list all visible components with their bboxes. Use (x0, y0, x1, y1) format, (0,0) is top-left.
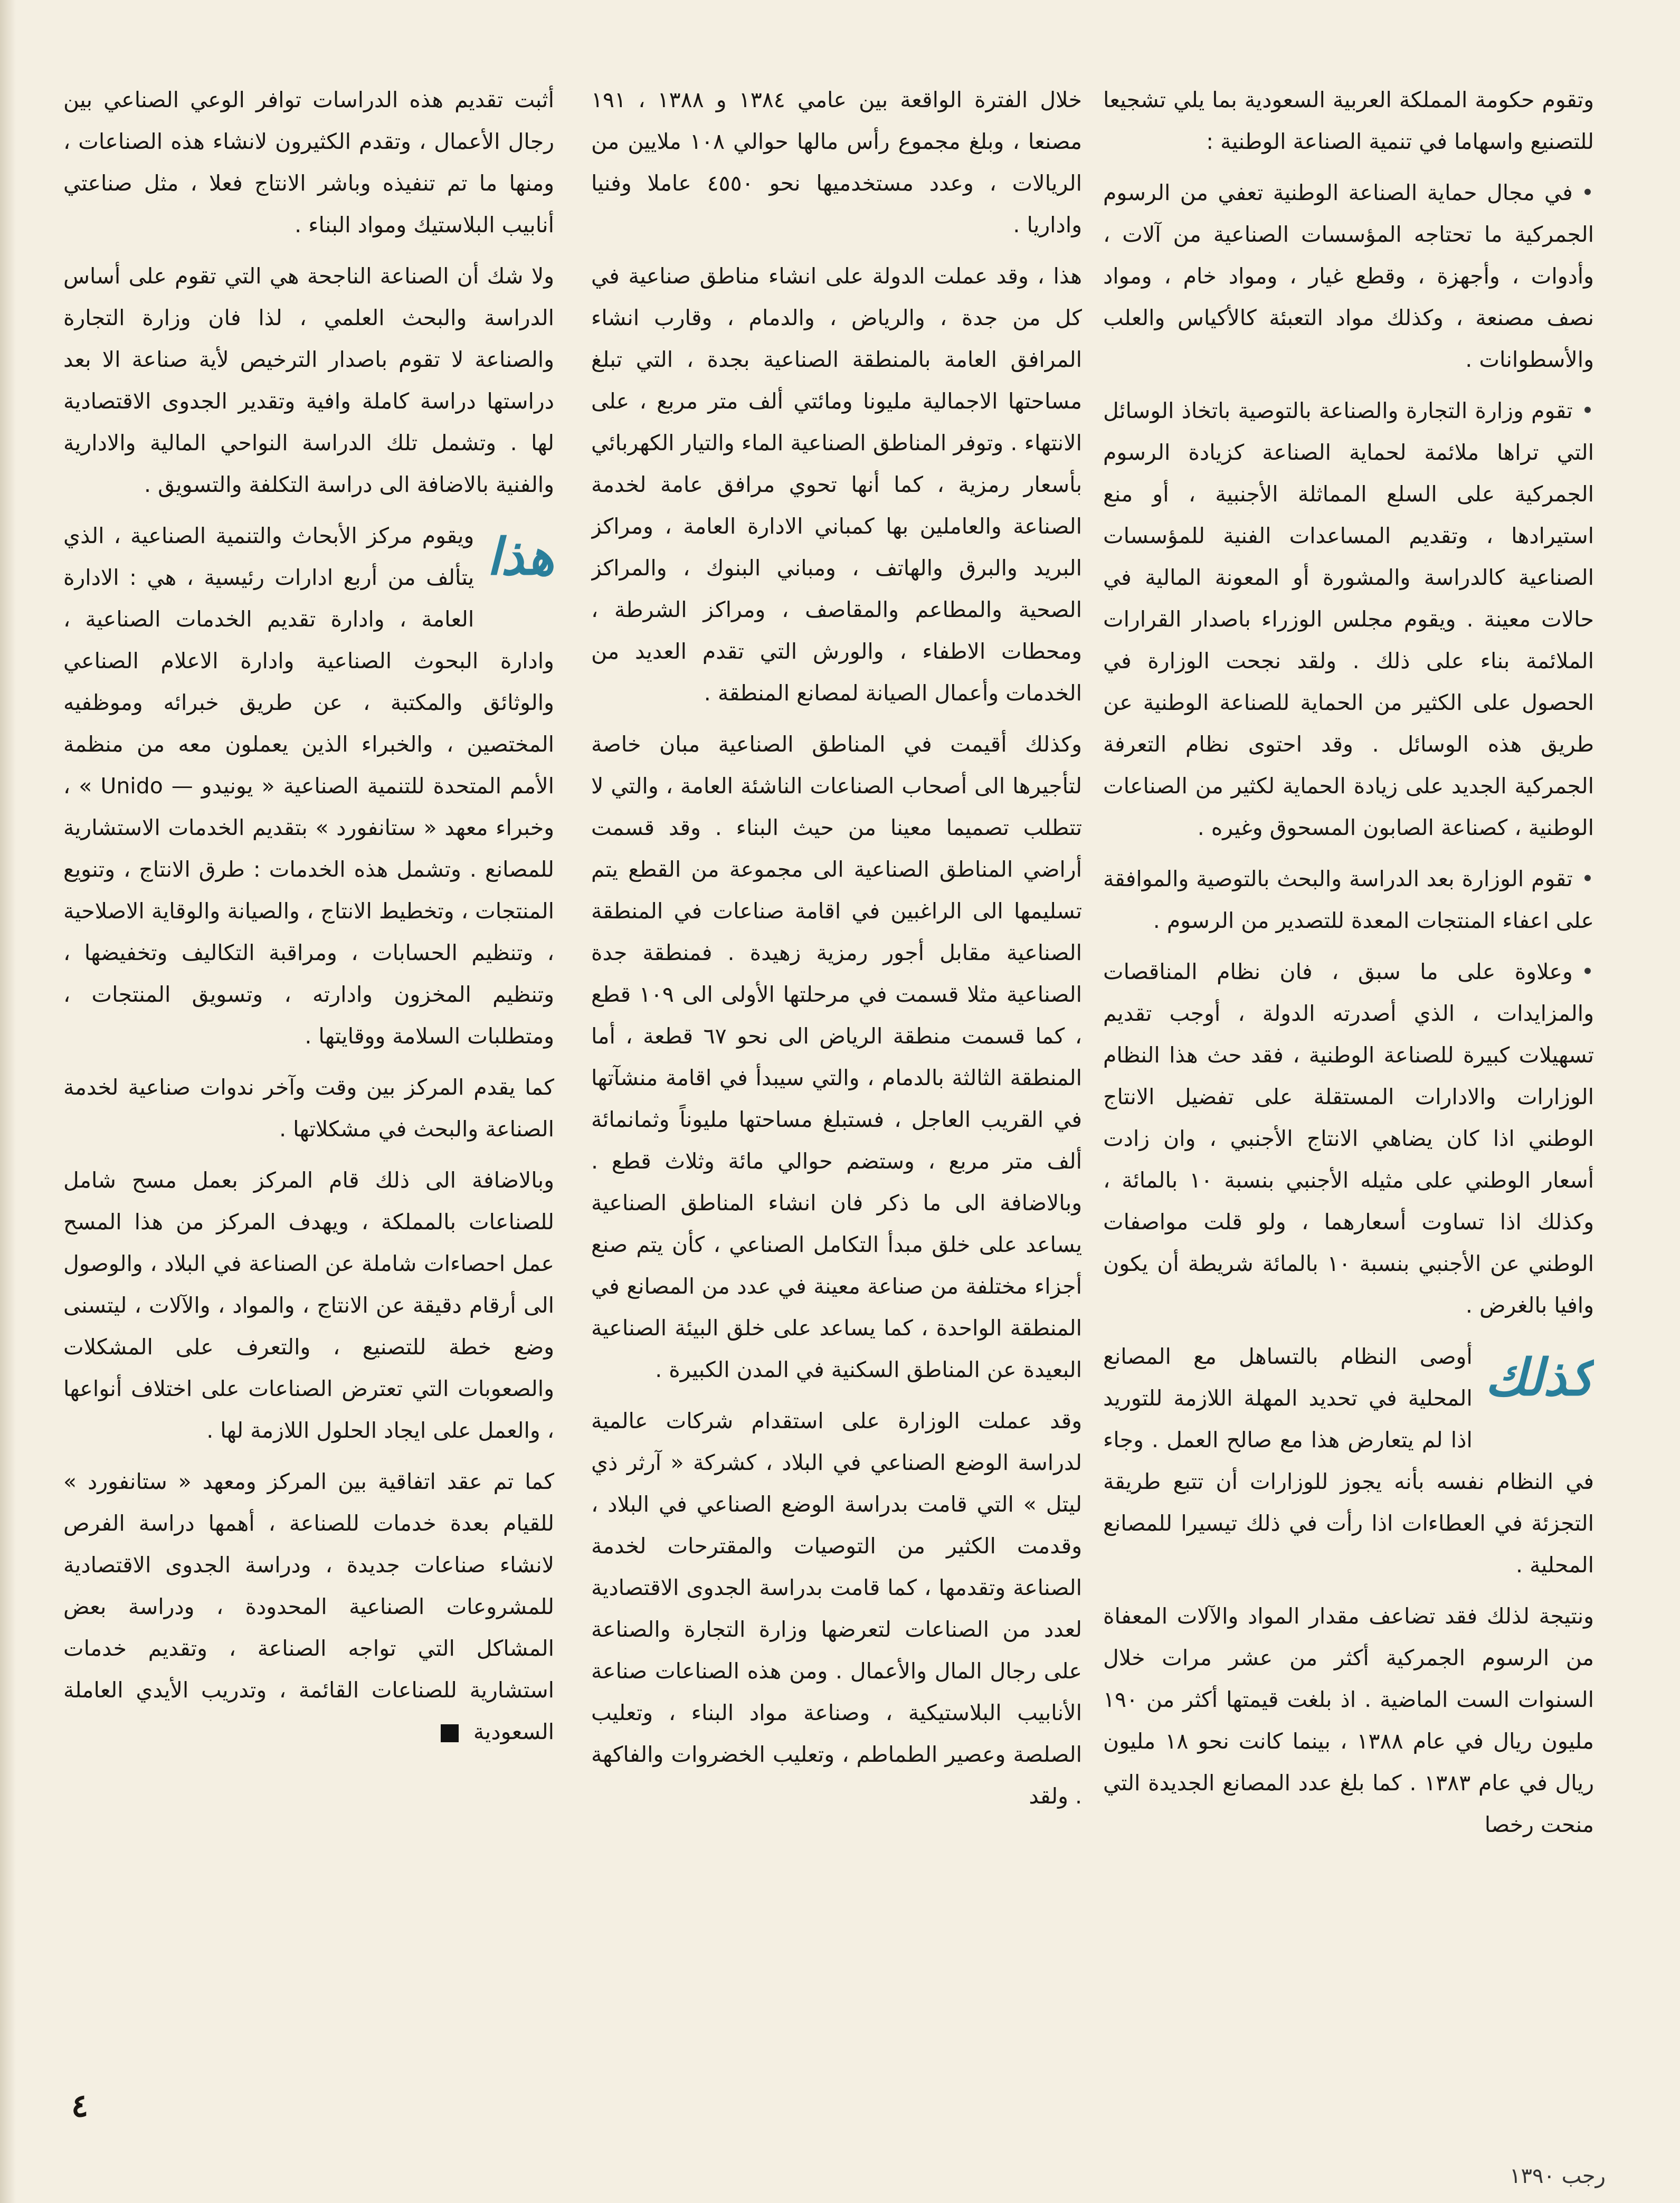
paragraph-text: هذا ، وقد عملت الدولة على انشاء مناطق صناعية في كل من جدة ، والرياض ، والدمام ، وقارب انشاء المرافق العامة بالمنطقة الصناعية بجدة ، التي تبلغ مساحتها الاجمالية مليونا ومائتي ألف متر مربع ، على الانتهاء . وتوفر المناطق الصناعية الماء والتيار الكهربائي بأسعار رمزية ، كما أنها تحوي مرافق عامة لخدمة الصناعة والعاملين بها كمباني الادارة العامة ، ومراكز البريد والبرق والهاتف ، ومباني البنوك ، والمراكز الصحية والمطاعم والمقاصف ، ومراكز الشرطة ، ومحطات الاطفاء ، والورش التي تقدم العديد من الخدمات وأعمال الصيانة لمصانع المنطقة . (591, 263, 1082, 706)
paragraph (1103, 79, 1594, 163)
paragraph (63, 79, 554, 246)
column-right (1103, 79, 1594, 2106)
bullet-paragraph (1103, 172, 1594, 381)
decorative-initial-word: هذا (487, 527, 554, 586)
issue-date: رجب ١٣٩٠ (1510, 2164, 1606, 2188)
paragraph-text: تقوم الوزارة بعد الدراسة والبحث بالتوصية والموافقة على اعفاء المنتجات المعدة للتصدير من الرسوم . (1103, 866, 1594, 933)
page-number: ٤ (71, 2087, 89, 2124)
paragraph (63, 255, 554, 506)
paragraph-text: ويقوم مركز الأبحاث والتنمية الصناعية ، الذي يتألف من أربع ادارات رئيسية ، هي : الادارة العامة ، وادارة تقديم الخدمات الصناعية ، وادارة البحوث الصناعية وادارة الاعلام الصناعي والوثائق والمكتبة ، عن طريق خبرائه وموظفيه المختصين ، والخبراء الذين يعملون معه من منظمة الأمم المتحدة للتنمية الصناعية « يونيدو — Unido » ، وخبراء معهد « ستانفورد » بتقديم الخدمات الاستشارية للمصانع . وتشمل هذه الخدمات : طرق الانتاج ، وتنويع المنتجات ، وتخطيط الانتاج ، والصيانة والوقاية الاصلاحية ، وتنظيم الحسابات ، ومراقبة التكاليف وتخفيضها ، وتنظيم المخزون وادارته ، وتسويق المنتجات ، ومتطلبات السلامة ووقايتها . (63, 523, 554, 1049)
paragraph (63, 1160, 554, 1451)
paragraph-text: وتقوم حكومة المملكة العربية السعودية بما يلي تشجيعا للتصنيع واسهاما في تنمية الصناعة الوطنية : (1103, 87, 1594, 154)
paragraph (591, 79, 1082, 246)
paragraph-text: في مجال حماية الصناعة الوطنية تعفي من الرسوم الجمركية ما تحتاجه المؤسسات الصناعية من آلات ، وأدوات ، وأجهزة ، وقطع غيار ، ومواد خام ، ومواد نصف مصنعة ، وكذلك مواد التعبئة كالأكياس والعلب والأسطوانات . (1103, 180, 1594, 372)
end-of-article-mark (441, 1724, 459, 1742)
paragraph-text: ونتيجة لذلك فقد تضاعف مقدار المواد والآلات المعفاة من الرسوم الجمركية أكثر من عشر مرات خلال السنوات الست الماضية . اذ بلغت قيمتها أكثر من ١٩٠ مليون ريال في عام ١٣٨٨ ، بينما كانت نحو ١٨ مليون ريال في عام ١٣٨٣ . كما بلغ عدد المصانع الجديدة التي منحت رخصا (1103, 1603, 1594, 1837)
bullet-paragraph (1103, 951, 1594, 1326)
paragraph-text: ولا شك أن الصناعة الناجحة هي التي تقوم على أساس الدراسة والبحث العلمي ، لذا فان وزارة التجارة والصناعة لا تقوم باصدار الترخيص لأية صناعة الا بعد دراستها دراسة كاملة وافية وتقدير الجدوى الاقتصادية لها . وتشمل تلك الدراسة النواحي المالية والادارية والفنية بالاضافة الى دراسة التكلفة والتسويق . (63, 263, 554, 497)
paragraph-text: كما يقدم المركز بين وقت وآخر ندوات صناعية لخدمة الصناعة والبحث في مشكلاتها . (63, 1075, 554, 1142)
bullet-paragraph (1103, 858, 1594, 942)
paragraph-text: وعلاوة على ما سبق ، فان نظام المناقصات والمزايدات ، الذي أصدرته الدولة ، أوجب تقديم تسهيلات كبيرة للصناعة الوطنية ، فقد حث هذا النظام الوزارات والادارات المستقلة على تفضيل الانتاج الوطني اذا كان يضاهي الانتاج الأجنبي ، وان زادت أسعار الوطني على مثيله الأجنبي بنسبة ١٠ بالمائة ، وكذلك اذا تساوت أسعارهما ، ولو قلت مواصفات الوطني عن الأجنبي بنسبة ١٠ بالمائة شريطة أن يكون وافيا بالغرض . (1103, 959, 1594, 1318)
paragraph (591, 724, 1082, 1391)
bullet-paragraph (1103, 390, 1594, 849)
column-left (63, 79, 554, 2106)
paragraph-text: كما تم عقد اتفاقية بين المركز ومعهد « ستانفورد » للقيام بعدة خدمات للصناعة ، أهمها دراسة الفرص لانشاء صناعات جديدة ، ودراسة الجدوى الاقتصادية للمشروعات الصناعية المحدودة ، ودراسة بعض المشاكل التي تواجه الصناعة ، وتقديم خدمات استشارية للصناعات القائمة ، وتدريب الأيدي العاملة السعودية (63, 1469, 554, 1744)
decorative-initial-word: كذلك (1485, 1347, 1594, 1407)
column-middle (591, 79, 1082, 2106)
paragraph (63, 1067, 554, 1150)
decorated-paragraph (1103, 1336, 1594, 1586)
paragraph-text: خلال الفترة الواقعة بين عامي ١٣٨٤ و ١٣٨٨ ، ١٩١ مصنعا ، وبلغ مجموع رأس مالها حوالي ١٠٨ ملايين من الريالات ، وعدد مستخدميها نحو ٤٥٥٠ عاملا وفنيا واداريا . (591, 87, 1082, 238)
paragraph-text: وقد عملت الوزارة على استقدام شركات عالمية لدراسة الوضع الصناعي في البلاد ، كشركة « آرثر ذي ليتل » التي قامت بدراسة الوضع الصناعي في البلاد ، وقدمت الكثير من التوصيات والمقترحات لخدمة الصناعة وتقدمها ، كما قامت بدراسة الجدوى الاقتصادية لعدد من الصناعات لتعرضها وزارة التجارة والصناعة على رجال المال والأعمال . ومن هذه الصناعات صناعة الأنابيب البلاستيكية ، وصناعة مواد البناء ، وتعليب الصلصة وعصير الطماطم ، وتعليب الخضروات والفاكهة . ولقد (591, 1408, 1082, 1809)
paragraph-text: وكذلك أقيمت في المناطق الصناعية مبان خاصة لتأجيرها الى أصحاب الصناعات الناشئة العامة ، والتي لا تتطلب تصميما معينا من حيث البناء . وقد قسمت أراضي المناطق الصناعية الى مجموعة من القطع يتم تسليمها الى الراغبين في اقامة صناعات في المنطقة الصناعية مقابل أجور رمزية زهيدة . فمنطقة جدة الصناعية مثلا قسمت في مرحلتها الأولى الى ١٠٩ قطع ، كما قسمت منطقة الرياض الى نحو ٦٧ قطعة ، أما المنطقة الثالثة بالدمام ، والتي سيبدأ في اقامة منشآتها في القريب العاجل ، فستبلغ مساحتها مليوناً وثمانمائة ألف متر مربع ، وستضم حوالي مائة وثلاث قطع . وبالاضافة الى ما ذكر فان انشاء المناطق الصناعية يساعد على خلق مبدأ التكامل الصناعي ، كأن يتم صنع أجزاء مختلفة من صناعة معينة في عدد من المصانع في المنطقة الواحدة ، كما يساعد على خلق البيئة الصناعية البعيدة عن المناطق السكنية في المدن الكبيرة . (591, 732, 1082, 1382)
paragraph (63, 1461, 554, 1753)
decorated-paragraph (63, 515, 554, 1057)
paragraph-text: أوصى النظام بالتساهل مع المصانع المحلية في تحديد المهلة اللازمة للتوريد اذا لم يتعارض هذا مع صالح العمل . وجاء في النظام نفسه بأنه يجوز للوزارات أن تتبع طريقة التجزئة في العطاءات اذا رأت في ذلك تيسيرا للمصانع المحلية . (1103, 1344, 1594, 1578)
paragraph-text: تقوم وزارة التجارة والصناعة بالتوصية باتخاذ الوسائل التي تراها ملائمة لحماية الصناعة كزيادة الرسوم الجمركية على السلع المماثلة الأجنبية ، أو منع استيرادها ، وتقديم المساعدات الفنية للمؤسسات الصناعية كالدراسة والمشورة أو المعونة المالية في حالات معينة . ويقوم مجلس الوزراء باصدار القرارات الملائمة بناء على ذلك . ولقد نجحت الوزارة في الحصول على الكثير من الحماية للصناعة الوطنية عن طريق هذه الوسائل . وقد احتوى نظام التعرفة الجمركية الجديد على زيادة الحماية لكثير من الصناعات الوطنية ، كصناعة الصابون المسحوق وغيره . (1103, 398, 1594, 840)
paragraph (591, 255, 1082, 714)
paragraph (591, 1400, 1082, 1817)
paragraph-text: أثبت تقديم هذه الدراسات توافر الوعي الصناعي بين رجال الأعمال ، وتقدم الكثيرون لانشاء هذه الصناعات ، ومنها ما تم تنفيذه وباشر الانتاج فعلا ، مثل صناعتي أنابيب البلاستيك ومواد البناء . (63, 87, 554, 238)
paragraph-text: وبالاضافة الى ذلك قام المركز بعمل مسح شامل للصناعات بالمملكة ، ويهدف المركز من هذا المسح عمل احصاءات شاملة عن الصناعة في البلاد ، والوصول الى أرقام دقيقة عن الانتاج ، والمواد ، والآلات ، ليتسنى وضع خطة للتصنيع ، والتعرف على المشكلات والصعوبات التي تعترض الصناعات على اختلاف أنواعها ، والعمل على ايجاد الحلول اللازمة لها . (63, 1167, 554, 1443)
page-edge-shadow (0, 0, 16, 2203)
paragraph (1103, 1596, 1594, 1846)
